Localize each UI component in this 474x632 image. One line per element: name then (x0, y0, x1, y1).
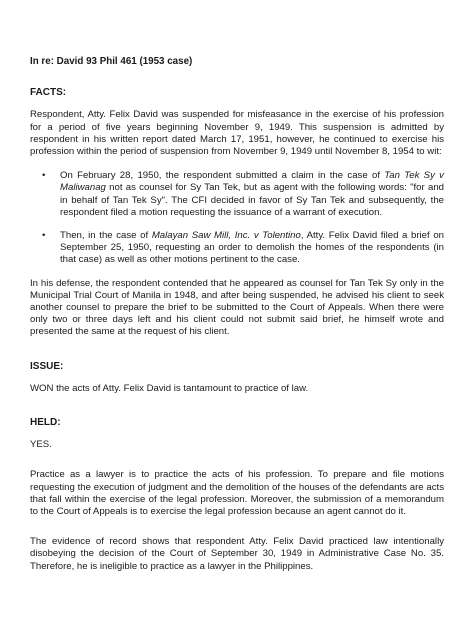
facts-bullet-list (30, 170, 444, 266)
facts-heading: FACTS: (30, 87, 67, 99)
defense-paragraph: In his defense, the respondent contended that he appeared as counsel for Tan Tek Sy only in the Municipal Trial Court of Manila in 1948, and after being suspended, he advised his client to seek another counsel to prepare the brief to be submitted to the Court of Appeals. When there were only two or three days left and his client could not submit said brief, he himself wrote and presented the same at the request of his client. (30, 277, 444, 338)
issue-text: WON the acts of Atty. Felix David is tantamount to practice of law. (30, 382, 309, 394)
bullet-icon: • (42, 230, 46, 242)
document-body (30, 56, 444, 573)
held-answer: YES. (30, 439, 52, 451)
case-name: Tan Tek Sy v Maliwanag (60, 170, 444, 194)
facts-bullet-item: • On February 28, 1950, the respondent submitted a claim in the case of Tan Tek Sy v Maliwanag not as counsel for Sy Tan Tek, but as agent with the following words: "for and in behalf of Tan Tek Sy". The CFI decided in favor of Sy Tan Tek and subsequently, the respondent filed a motion requesting the issuance of a warrant of execution. (42, 170, 444, 218)
facts-intro-paragraph: Respondent, Atty. Felix David was suspended for misfeasance in the exercise of his profession for a period of five years beginning November 9, 1949. This suspension is admitted by respondent in his written report dated March 17, 1951, however, he continued to exercise his profession within the period of suspension from November 9, 1949 until November 8, 1954 to wit: (30, 109, 444, 158)
bullet-icon: • (42, 170, 46, 182)
held-paragraph-1: Practice as a lawyer is to practice the acts of his profession. To prepare and file motions requesting the execution of judgment and the demolition of the houses of the defendants are acts that fall within the exercise of the legal profession. Moreover, the submission of a memorandum to the Court of Appeals is to exercise the legal profession because an agent cannot do it. (30, 469, 444, 518)
held-heading: HELD: (30, 417, 61, 429)
held-paragraph-2: The evidence of record shows that respondent Atty. Felix David practiced law intentionally disobeying the decision of the Court of September 30, 1949 in Administrative Case No. 35. Therefore, he is ineligible to practice as a lawyer in the Philippines. (30, 536, 444, 572)
issue-heading: ISSUE: (30, 360, 64, 372)
case-name: Malayan Saw Mill, Inc. v Tolentino (151, 230, 301, 242)
case-title: In re: David 93 Phil 461 (1953 case) (30, 56, 193, 67)
facts-bullet-item: • Then, in the case of Malayan Saw Mill, Inc. v Tolentino, Atty. Felix David filed a brief on September 25, 1950, requesting an order to demolish the homes of the respondents (in that case) as well as other motions pertinent to the case. (42, 230, 444, 266)
